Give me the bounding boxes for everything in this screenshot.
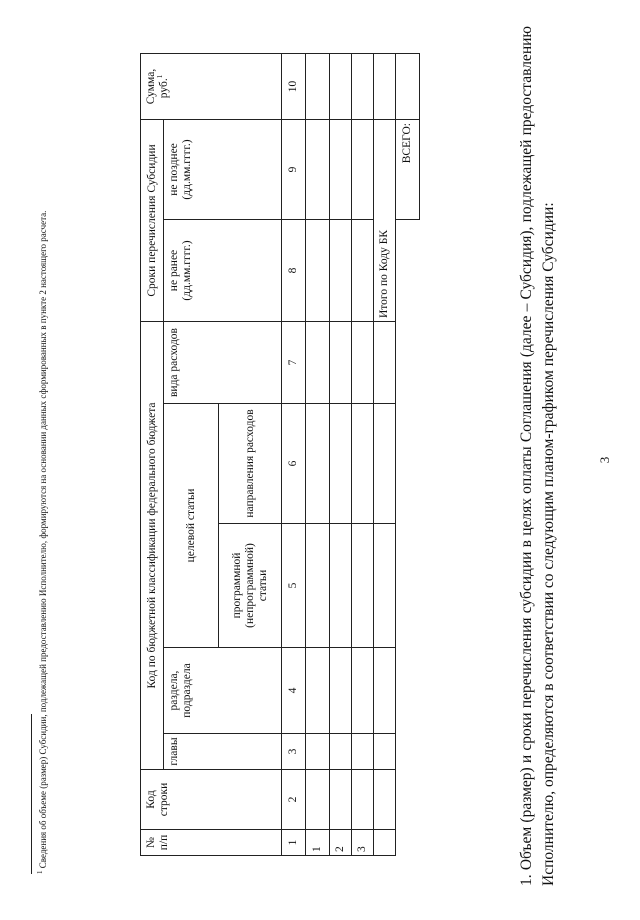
- total-bk-label: Итого по Коду БК: [374, 120, 396, 322]
- footnote-text: Сведения об объеме (размер) Субсидии, подлежащей предоставлению Исполнителю, формируются на основании данных сформированных в пункте 2 настоящего расчета.: [38, 210, 48, 869]
- row-number: 3: [352, 830, 374, 856]
- intro-paragraph: 1. Объем (размер) и сроки перечисления субсидии в целях оплаты Соглашения (далее – Субсидия), подлежащей предоставлению Исполнителю, определяются в соответствии со следующим планом-графиком перечисления Субсидии:: [518, 26, 557, 886]
- column-number: 2: [282, 770, 306, 830]
- table-row: [352, 54, 374, 856]
- header-line-code: Код строки: [141, 770, 282, 830]
- row-number: 1: [306, 830, 330, 856]
- grand-total-row: [396, 54, 420, 856]
- footnote-divider: [31, 714, 32, 874]
- column-number: 3: [282, 734, 306, 770]
- column-number: 7: [282, 322, 306, 404]
- column-number: 5: [282, 524, 306, 648]
- header-program-article: программной (непрограммной) статьи: [219, 524, 282, 648]
- header-not-later: не позднее (дд.мм.гггг.): [164, 120, 282, 220]
- table-row: [306, 54, 330, 856]
- header-transfer-terms: Сроки перечисления Субсидии: [141, 120, 164, 322]
- header-num: № п/п: [141, 830, 282, 856]
- header-not-earlier: не ранее (дд.мм.гггг.): [164, 220, 282, 322]
- header-expense-direction: направления расходов: [219, 404, 282, 524]
- grand-total-label: ВСЕГО:: [396, 120, 420, 220]
- header-section: раздела, подраздела: [164, 648, 282, 734]
- row-number: 2: [330, 830, 352, 856]
- page-number: 3: [597, 456, 612, 464]
- table-row: [330, 54, 352, 856]
- column-number: 1: [282, 830, 306, 856]
- footnote-marker: 1: [36, 870, 44, 874]
- column-number: 6: [282, 404, 306, 524]
- header-chapter: главы: [164, 734, 282, 770]
- total-bk-row: [374, 54, 396, 856]
- footnote: [37, 14, 49, 874]
- footnote-ref: 1: [156, 74, 165, 79]
- subsidy-schedule-table: [140, 53, 420, 856]
- header-amount: Сумма, руб.$^1$: [141, 54, 282, 120]
- header-target-article: целевой статьи: [164, 404, 219, 648]
- header-budget-code: Код по бюджетной классификации федерального бюджета: [141, 322, 164, 770]
- header-expense-type: вида расходов: [164, 322, 282, 404]
- column-number: 10: [282, 54, 306, 120]
- column-number: 8: [282, 220, 306, 322]
- column-number-row: [282, 54, 306, 856]
- column-number: 9: [282, 120, 306, 220]
- column-number: 4: [282, 648, 306, 734]
